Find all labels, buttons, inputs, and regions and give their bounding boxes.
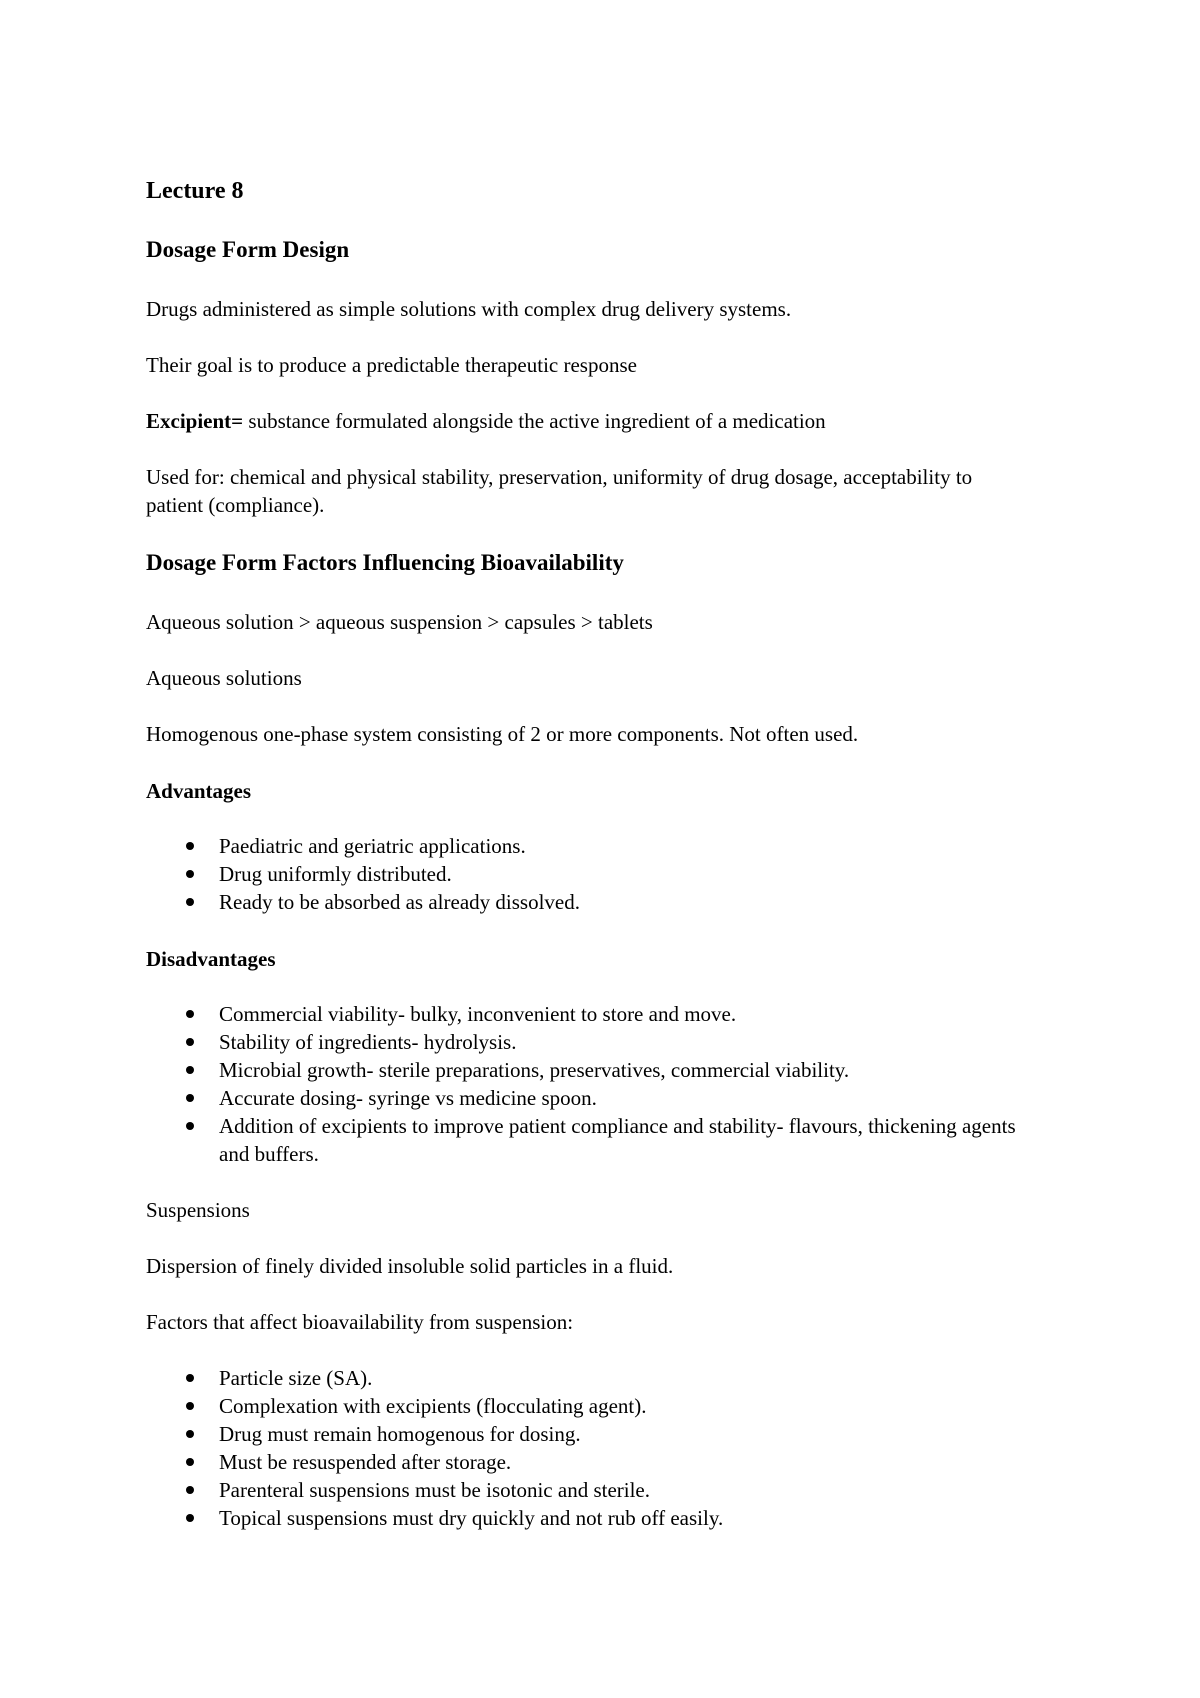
factors-list (146, 1364, 1026, 1532)
paragraph-suspensions-description: Dispersion of finely divided insoluble solid particles in a fluid. (146, 1254, 674, 1278)
list-item: Drug uniformly distributed. (146, 860, 1026, 888)
bullet-icon (186, 1486, 194, 1494)
list-item: Particle size (SA). (146, 1364, 1026, 1392)
paragraph-factors-intro: Factors that affect bioavailability from suspension: (146, 1310, 574, 1334)
paragraph-order: Aqueous solution > aqueous suspension > capsules > tablets (146, 610, 653, 634)
list-item: Accurate dosing- syringe vs medicine spoon. (146, 1084, 1026, 1112)
bullet-icon (186, 898, 194, 906)
bullet-icon (186, 870, 194, 878)
list-item: Must be resuspended after storage. (146, 1448, 1026, 1476)
disadvantages-list (146, 1000, 1026, 1168)
bullet-icon (186, 1402, 194, 1410)
bullet-icon (186, 1122, 194, 1130)
paragraph-drugs-administered: Drugs administered as simple solutions with complex drug delivery systems. (146, 297, 792, 321)
list-item: Parenteral suspensions must be isotonic and sterile. (146, 1476, 1026, 1504)
list-item: Addition of excipients to improve patient compliance and stability- flavours, thickening agents and buffers. (146, 1112, 1026, 1168)
subheading-aqueous-solutions: Aqueous solutions (146, 666, 302, 690)
list-item: Drug must remain homogenous for dosing. (146, 1420, 1026, 1448)
section-heading-bioavailability: Dosage Form Factors Influencing Bioavailability (146, 550, 624, 575)
list-item: Ready to be absorbed as already dissolved. (146, 888, 1026, 916)
subheading-suspensions: Suspensions (146, 1198, 250, 1222)
list-item: Stability of ingredients- hydrolysis. (146, 1028, 1026, 1056)
section-heading-dosage-form-design: Dosage Form Design (146, 237, 350, 262)
list-item: Topical suspensions must dry quickly and not rub off easily. (146, 1504, 1026, 1532)
bullet-icon (186, 1458, 194, 1466)
bullet-icon (186, 1066, 194, 1074)
advantages-heading: Advantages (146, 779, 252, 803)
paragraph-aqueous-description: Homogenous one-phase system consisting of 2 or more components. Not often used. (146, 722, 859, 746)
list-item: Microbial growth- sterile preparations, preservatives, commercial viability. (146, 1056, 1026, 1084)
lecture-title: Lecture 8 (146, 178, 244, 204)
bullet-icon (186, 1514, 194, 1522)
bullet-icon (186, 1094, 194, 1102)
disadvantages-heading: Disadvantages (146, 947, 276, 971)
advantages-list (146, 832, 1026, 916)
excipient-definition: substance formulated alongside the active ingredient of a medication (243, 409, 826, 433)
list-item: Paediatric and geriatric applications. (146, 832, 1026, 860)
paragraph-used-for: Used for: chemical and physical stability, preservation, uniformity of drug dosage, acceptability to patient (compliance). (146, 465, 973, 517)
list-item: Complexation with excipients (flocculating agent). (146, 1392, 1026, 1420)
bullet-icon (186, 1038, 194, 1046)
paragraph-goal: Their goal is to produce a predictable therapeutic response (146, 353, 637, 377)
bullet-icon (186, 1374, 194, 1382)
paragraph-excipient (146, 407, 1026, 435)
bullet-icon (186, 842, 194, 850)
bullet-icon (186, 1010, 194, 1018)
list-item: Commercial viability- bulky, inconvenient to store and move. (146, 1000, 1026, 1028)
excipient-term: Excipient= (146, 409, 244, 433)
bullet-icon (186, 1430, 194, 1438)
